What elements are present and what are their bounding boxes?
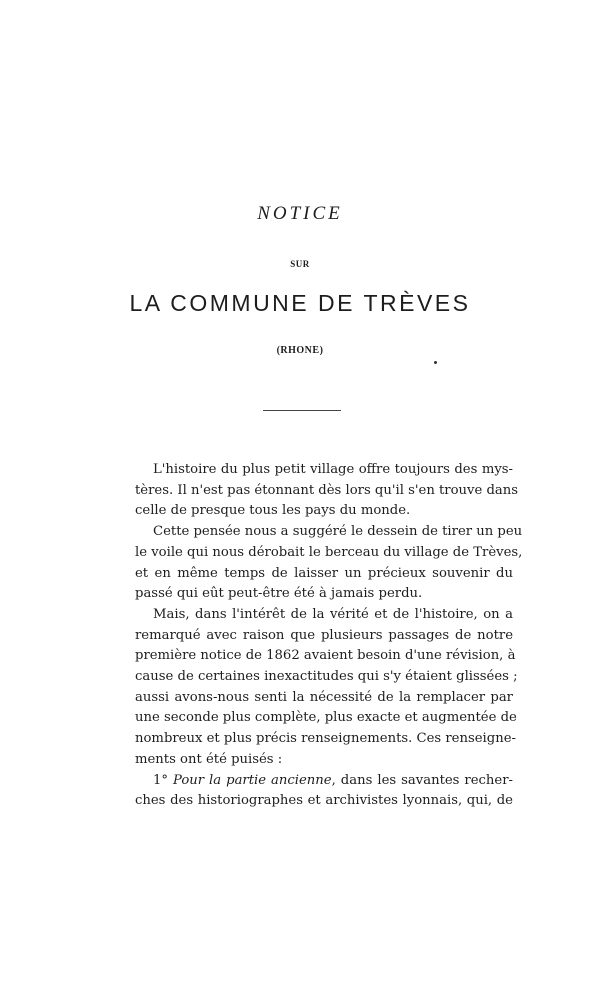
text-line: une seconde plus complète, plus exacte et augmentée de bbox=[135, 710, 517, 726]
text-line: celle de presque tous les pays du monde. bbox=[135, 503, 411, 519]
text-line: aussi avons-nous senti la nécessité de la remplacer par bbox=[135, 689, 513, 705]
separator-rule bbox=[263, 410, 341, 411]
text-line: ches des historiographes et archivistes lyonnais, qui, de bbox=[135, 793, 513, 809]
text-line: tères. Il n'est pas étonnant dès lors qu'il s'en trouve dans bbox=[135, 482, 519, 498]
text-line: remarqué avec raison que plusieurs passages de notre bbox=[135, 627, 513, 643]
text-line: passé qui eût peut-être été à jamais perdu. bbox=[135, 586, 423, 602]
ink-speck bbox=[434, 361, 437, 364]
text-line: et en même temps de laisser un précieux souvenir du bbox=[135, 565, 513, 581]
text-line: première notice de 1862 avaient besoin d'une révision, à bbox=[135, 648, 516, 664]
ordinal-marker: 1° bbox=[153, 772, 173, 788]
line-remainder: , dans les savantes recher- bbox=[331, 772, 513, 788]
text-line: cause de certaines inexactitudes qui s'y étaient glissées ; bbox=[135, 669, 518, 685]
body-text bbox=[135, 460, 523, 812]
italic-phrase: Pour la partie ancienne bbox=[172, 772, 332, 788]
text-line: ments ont été puisés : bbox=[135, 751, 283, 767]
heading-main: LA COMMUNE DE TRÈVES bbox=[129, 290, 471, 316]
text-line: le voile qui nous dérobait le berceau du village de Trèves, bbox=[135, 544, 523, 560]
text-line: nombreux et plus précis renseignements. Ces renseigne- bbox=[135, 731, 516, 747]
text-line-composite bbox=[135, 771, 513, 792]
heading-region: (RHONE) bbox=[276, 345, 324, 356]
heading-notice: NOTICE bbox=[257, 203, 343, 224]
text-line: Cette pensée nous a suggéré le dessein de tirer un peu bbox=[153, 524, 523, 540]
heading-sur: SUR bbox=[290, 259, 310, 269]
text-line: L'histoire du plus petit village offre toujours des mys- bbox=[153, 462, 513, 477]
text-line: Mais, dans l'intérêt de la vérité et de l'histoire, on a bbox=[153, 606, 513, 622]
